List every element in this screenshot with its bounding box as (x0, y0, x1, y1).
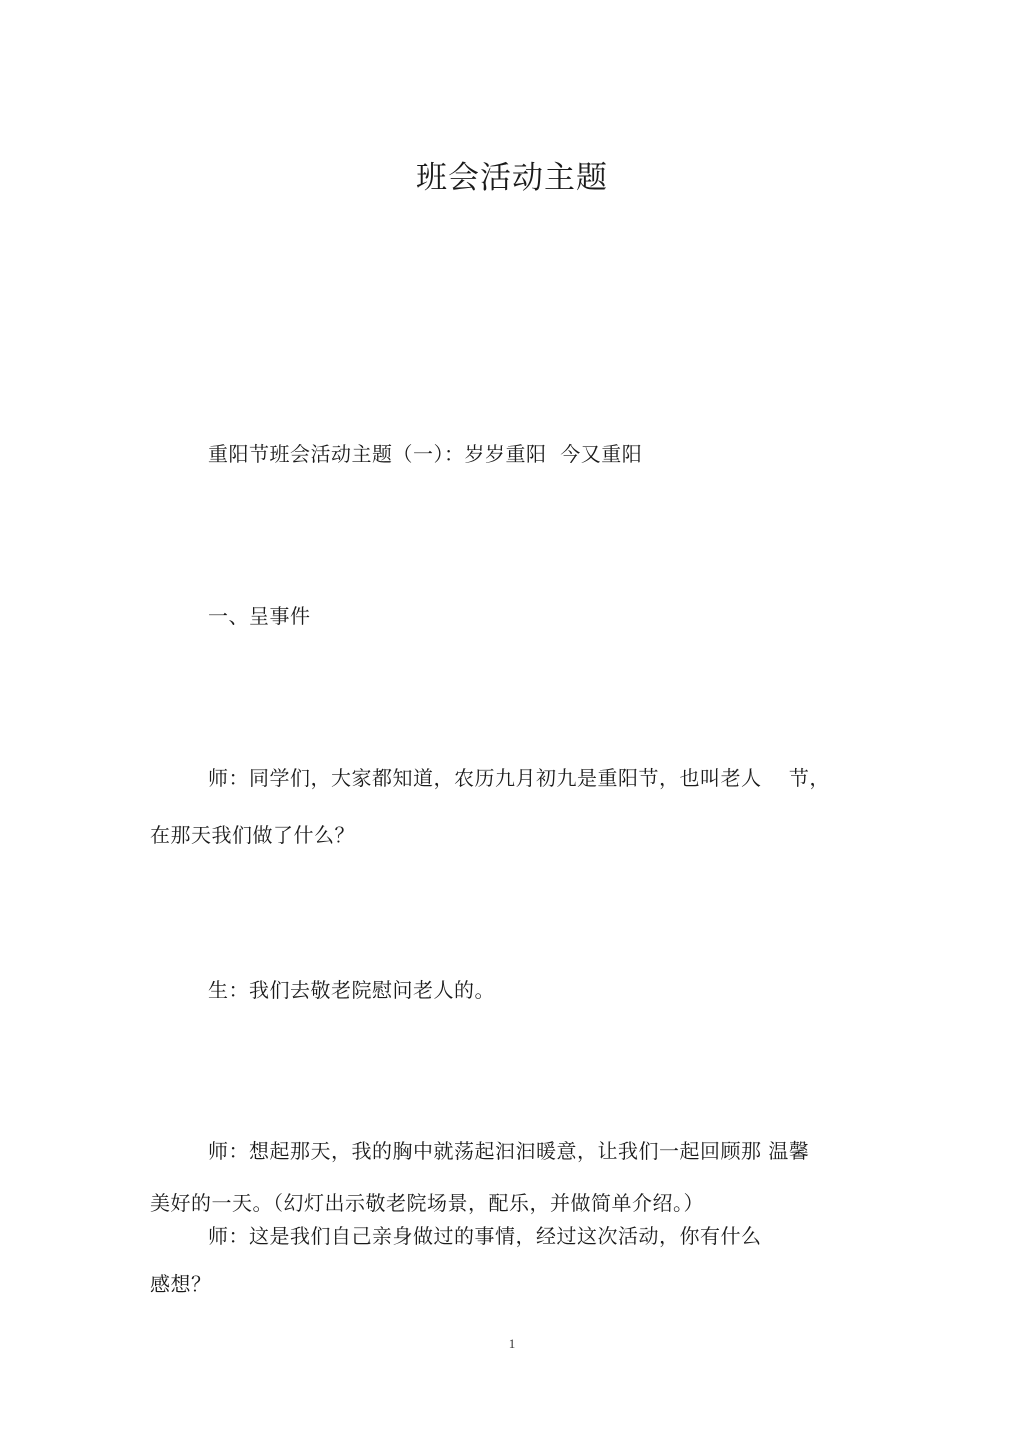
document-title: 班会活动主题 (416, 160, 608, 196)
paragraph-line: 师：这是我们自己亲身做过的事情，经过这次活动，你有什么 (208, 1224, 762, 1248)
paragraph-line: 在那天我们做了什么？ (150, 823, 355, 847)
paragraph-line: 生：我们去敬老院慰问老人的。 (208, 978, 495, 1002)
paragraph-line: 美好的一天。（幻灯出示敬老院场景，配乐，并做简单介绍。） (150, 1191, 704, 1215)
paragraph-line: 师：想起那天，我的胸中就荡起汩汩暖意，让我们一起回顾那 温馨 (208, 1139, 810, 1163)
paragraph-line: 师：同学们，大家都知道，农历九月初九是重阳节，也叫老人 节， (208, 766, 830, 790)
paragraph-line: 感想？ (150, 1272, 212, 1296)
section-heading: 一、呈事件 (208, 604, 311, 628)
subtitle: 重阳节班会活动主题（一）：岁岁重阳 今又重阳 (208, 442, 643, 466)
page-number: 1 (508, 1336, 516, 1351)
